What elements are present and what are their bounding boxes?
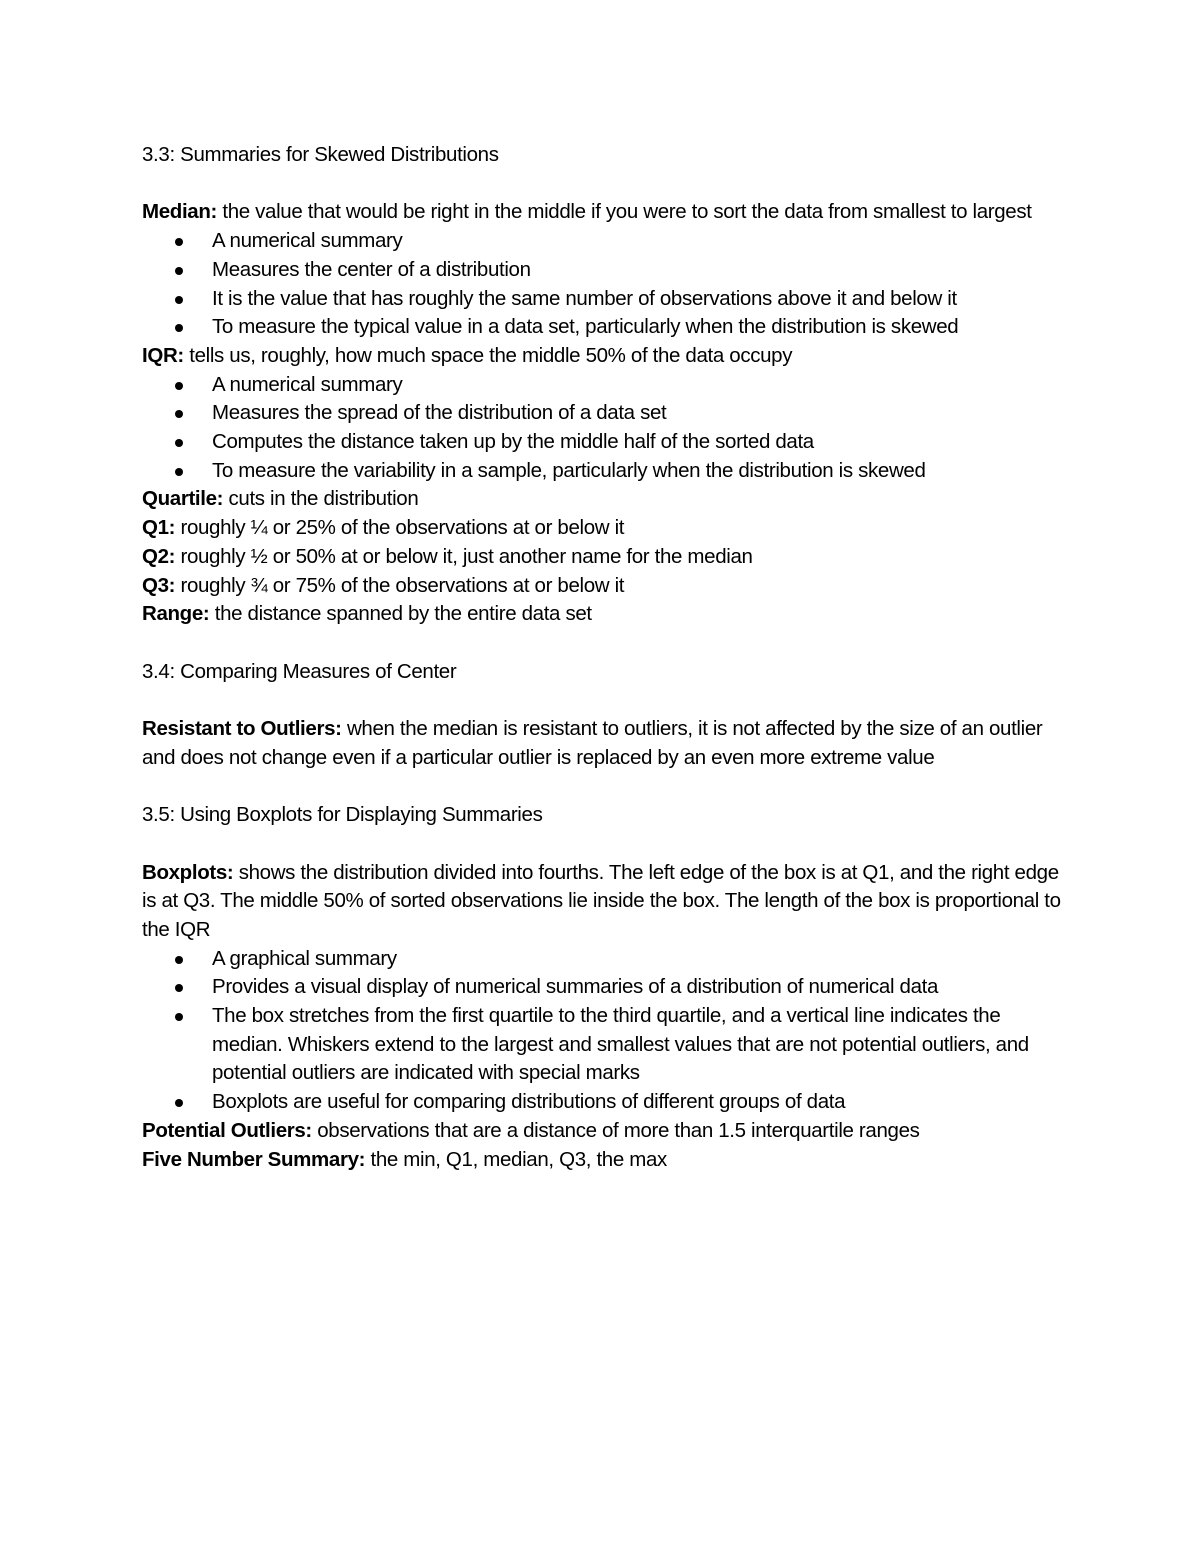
resistant-term: Resistant to Outliers: [142,717,342,741]
section-heading-3-5: 3.5: Using Boxplots for Displaying Summaries [142,803,543,827]
section-heading-3-4: 3.4: Comparing Measures of Center [142,659,457,683]
bullet-icon [175,296,183,304]
q1-definition [142,514,1062,543]
median-term: Median: [142,200,217,224]
bullet-icon [175,1013,183,1021]
list-item: Measures the spread of the distribution of a data set [142,399,1062,428]
bullet-icon [175,468,183,476]
list-item: The box stretches from the first quartile to the third quartile, and a vertical line indicates the median. Whiskers extend to the largest and smallest values that are not potential outliers, and potential outliers are indicated with special marks [142,1002,1062,1088]
iqr-bullet-list [142,371,1062,486]
q2-term: Q2: [142,544,176,568]
range-text: the distance spanned by the entire data set [209,602,592,626]
quartile-text: cuts in the distribution [223,487,419,511]
five-number-summary-term: Five Number Summary: [142,1147,366,1171]
document-content [142,141,1062,1174]
resistant-definition [142,715,1062,772]
list-item: Measures the center of a distribution [142,256,1062,285]
spacer [142,629,1062,658]
list-item: It is the value that has roughly the same number of observations above it and below it [142,285,1062,314]
bullet-icon [175,324,183,332]
spacer [142,830,1062,859]
q2-definition [142,543,1062,572]
q3-term: Q3: [142,573,176,597]
list-item: Computes the distance taken up by the middle half of the sorted data [142,428,1062,457]
q3-definition [142,572,1062,601]
five-number-summary-definition [142,1146,1062,1175]
bullet-icon [175,410,183,418]
q1-term: Q1: [142,516,176,540]
bullet-icon [175,1099,183,1107]
median-bullet-list [142,227,1062,342]
potential-outliers-definition [142,1117,1062,1146]
median-text: the value that would be right in the middle if you were to sort the data from smallest to largest [217,200,1032,224]
bullet-icon [175,238,183,246]
iqr-definition [142,342,1062,371]
list-item: A numerical summary [142,227,1062,256]
spacer [142,772,1062,801]
bullet-icon [175,267,183,275]
q2-text: roughly ½ or 50% at or below it, just another name for the median [175,544,753,568]
median-definition [142,198,1062,227]
section-heading-3-3: 3.3: Summaries for Skewed Distributions [142,143,499,166]
potential-outliers-term: Potential Outliers: [142,1118,312,1142]
quartile-definition [142,485,1062,514]
bullet-icon [175,439,183,447]
bullet-icon [175,382,183,390]
boxplots-definition [142,859,1062,945]
spacer [142,170,1062,199]
potential-outliers-text: observations that are a distance of more than 1.5 interquartile ranges [311,1118,920,1142]
spacer [142,686,1062,715]
boxplots-bullet-list [142,945,1062,1117]
five-number-summary-text: the min, Q1, median, Q3, the max [365,1147,667,1171]
list-item: Boxplots are useful for comparing distributions of different groups of data [142,1088,1062,1117]
q1-text: roughly ¼ or 25% of the observations at or below it [175,516,625,540]
range-definition [142,600,1062,629]
bullet-icon [175,984,183,992]
iqr-term: IQR: [142,343,184,367]
boxplots-term: Boxplots: [142,860,234,884]
bullet-icon [175,956,183,964]
list-item: To measure the variability in a sample, particularly when the distribution is skewed [142,457,1062,486]
q3-text: roughly ¾ or 75% of the observations at or below it [175,573,625,597]
list-item: A numerical summary [142,371,1062,400]
iqr-text: tells us, roughly, how much space the middle 50% of the data occupy [183,343,793,367]
list-item: To measure the typical value in a data set, particularly when the distribution is skewed [142,313,1062,342]
resistant-text: when the median is resistant to outliers, it is not affected by the size of an outlier and does not change even if a particular outlier is replaced by an even more extreme value [142,717,1043,769]
range-term: Range: [142,602,210,626]
quartile-term: Quartile: [142,487,224,511]
list-item: A graphical summary [142,945,1062,974]
boxplots-text: shows the distribution divided into fourths. The left edge of the box is at Q1, and the right edge is at Q3. The middle 50% of sorted observations lie inside the box. The length of the box is proportional to the IQR [142,860,1061,941]
list-item: Provides a visual display of numerical summaries of a distribution of numerical data [142,973,1062,1002]
